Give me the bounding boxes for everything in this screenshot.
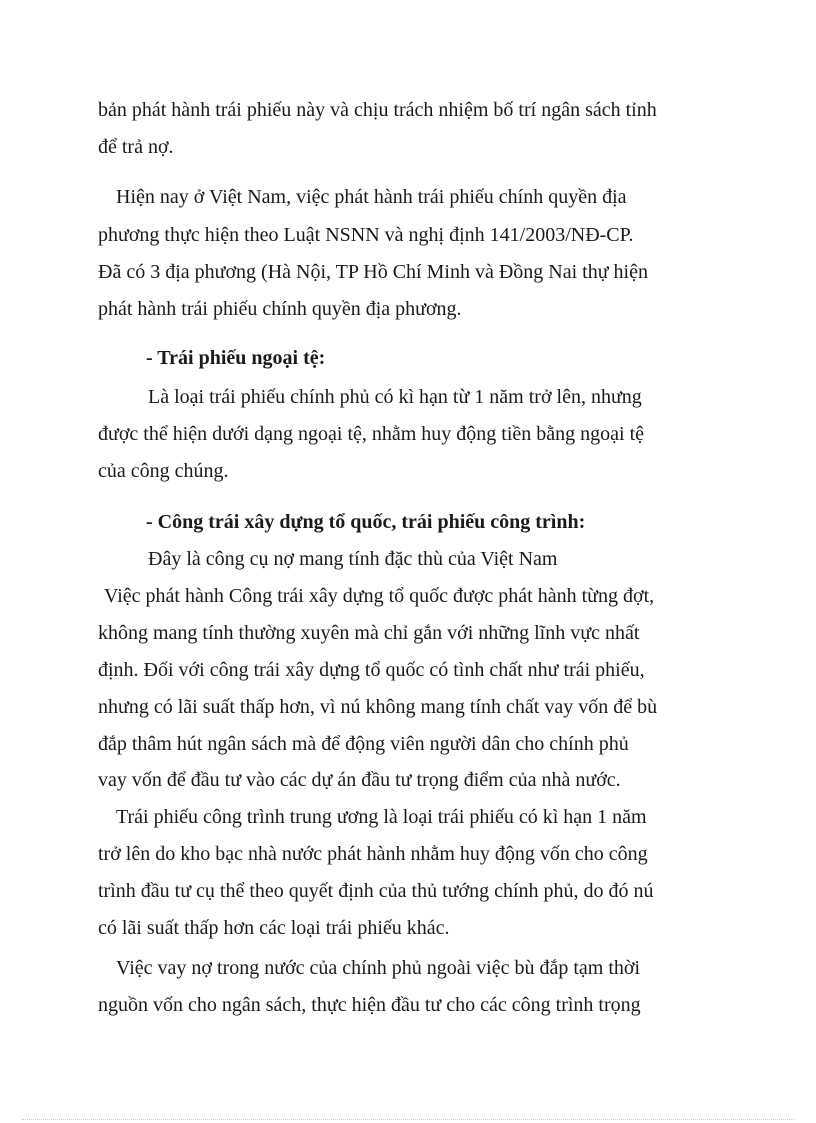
text-line: Hiện nay ở Việt Nam, việc phát hành trái phiếu chính quyền địa: [116, 186, 627, 208]
text-line: trình đầu tư cụ thể theo quyết định của thủ tướng chính phủ, do đó nú: [98, 880, 654, 902]
text-line: phương thực hiện theo Luật NSNN và nghị định 141/2003/NĐ-CP.: [98, 224, 634, 246]
text-line: để trả nợ.: [98, 136, 174, 158]
text-line: bản phát hành trái phiếu này và chịu trách nhiệm bố trí ngân sách tỉnh: [98, 99, 657, 121]
text-line: Việc vay nợ trong nước của chính phủ ngoài việc bù đắp tạm thời: [116, 957, 641, 979]
text-line: có lãi suất thấp hơn các loại trái phiếu khác.: [98, 917, 450, 939]
section-heading: - Trái phiếu ngoại tệ:: [146, 347, 326, 369]
text-line: vay vốn để đầu tư vào các dự án đầu tư trọng điểm của nhà nước.: [98, 769, 621, 791]
text-line: đắp thâm hút ngân sách mà để động viên người dân cho chính phủ: [98, 733, 629, 755]
text-line: phát hành trái phiếu chính quyền địa phương.: [98, 298, 462, 320]
text-line: trở lên do kho bạc nhà nước phát hành nhằm huy động vốn cho công: [98, 843, 648, 865]
text-line: Là loại trái phiếu chính phủ có kì hạn từ 1 năm trở lên, nhưng: [148, 386, 642, 408]
text-line: nguồn vốn cho ngân sách, thực hiện đầu tư cho các công trình trọng: [98, 994, 641, 1016]
text-line: định. Đối với công trái xây dựng tổ quốc có tình chất như trái phiếu,: [98, 659, 645, 681]
text-line: Đây là công cụ nợ mang tính đặc thù của Việt Nam: [148, 548, 558, 570]
text-line: nhưng có lãi suất thấp hơn, vì nú không mang tính chất vay vốn để bù: [98, 696, 658, 718]
text-line: của công chúng.: [98, 460, 229, 482]
text-line: không mang tính thường xuyên mà chỉ gắn với những lĩnh vực nhất: [98, 622, 640, 644]
text-line: Việc phát hành Công trái xây dựng tổ quốc được phát hành từng đợt,: [104, 585, 655, 607]
page-footer-divider: [22, 1119, 794, 1120]
section-heading: - Công trái xây dựng tổ quốc, trái phiếu công trình:: [146, 511, 586, 533]
text-line: được thể hiện dưới dạng ngoại tệ, nhằm huy động tiền bằng ngoại tệ: [98, 423, 645, 445]
text-line: Trái phiếu công trình trung ương là loại trái phiếu có kì hạn 1 năm: [116, 806, 647, 828]
text-line: Đã có 3 địa phương (Hà Nội, TP Hồ Chí Minh và Đồng Nai thự hiện: [98, 261, 648, 283]
